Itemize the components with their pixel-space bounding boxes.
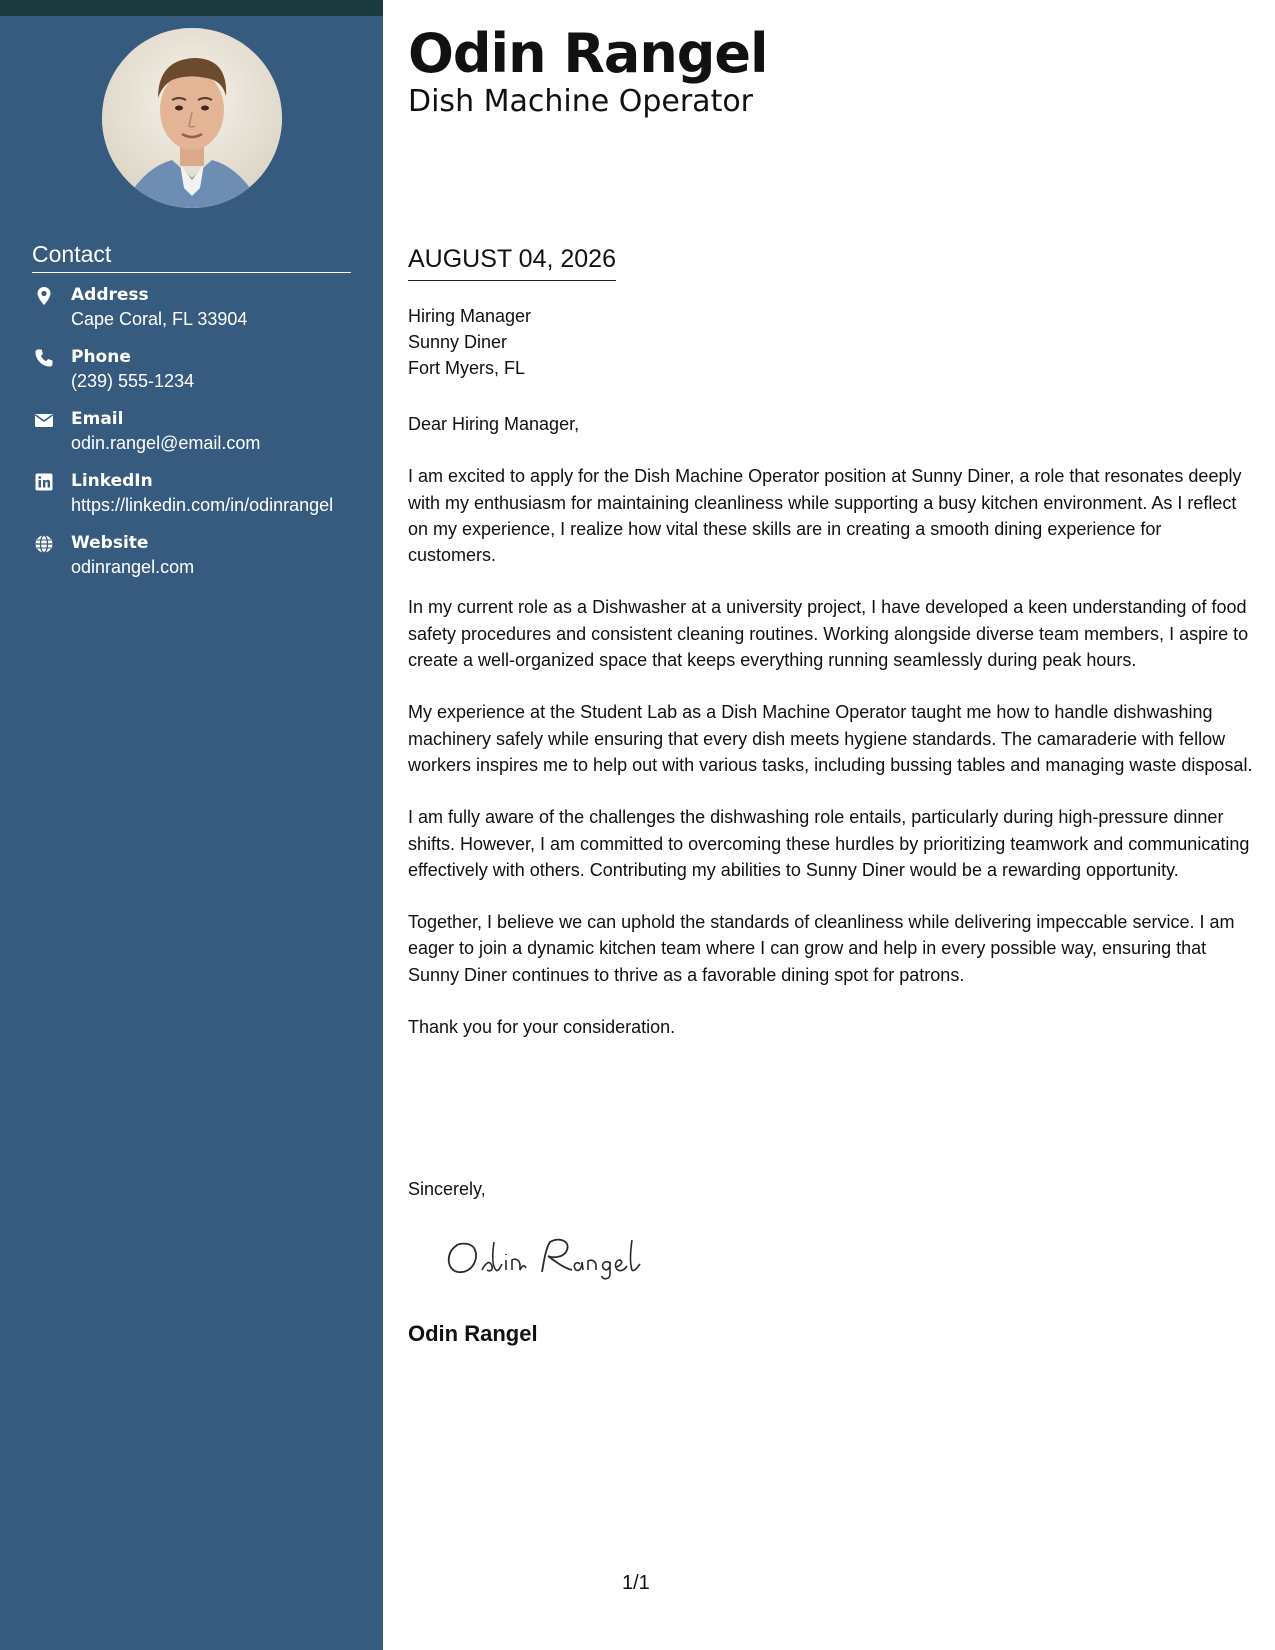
letter-date: AUGUST 04, 2026 bbox=[408, 244, 616, 281]
recipient-line: Hiring Manager bbox=[408, 306, 532, 326]
contact-list bbox=[32, 283, 352, 593]
contact-item-address bbox=[32, 283, 352, 331]
envelope-icon bbox=[34, 410, 54, 430]
email-value[interactable]: odin.rangel@email.com bbox=[71, 433, 261, 453]
applicant-name: Odin Rangel bbox=[408, 22, 768, 85]
body-paragraph: In my current role as a Dishwasher at a university project, I have developed a keen understanding of food safety procedures and consistent cleaning routines. Working alongside diverse team members, I aspire to create a well-organized space that keeps everything running seamlessly during peak hours. bbox=[408, 597, 1249, 671]
phone-icon bbox=[34, 348, 54, 368]
contact-item-email bbox=[32, 407, 352, 455]
map-pin-icon bbox=[34, 286, 54, 306]
sidebar-top-bar bbox=[0, 0, 383, 16]
contact-label: LinkedIn bbox=[71, 471, 153, 491]
letter-body bbox=[408, 411, 1253, 1066]
body-paragraph: Together, I believe we can uphold the standards of cleanliness while delivering impeccable service. I am eager to join a dynamic kitchen team where I can grow and help in every possible way, ensuring that Sunny Diner continues to thrive as a favorable dining spot for patrons. bbox=[408, 912, 1235, 985]
signature-name: Odin Rangel bbox=[408, 1321, 538, 1346]
avatar bbox=[102, 28, 282, 208]
globe-icon bbox=[34, 534, 54, 554]
address-value: Cape Coral, FL 33904 bbox=[71, 309, 248, 329]
page-number: 1/1 bbox=[622, 1572, 650, 1594]
contact-label: Address bbox=[71, 285, 149, 305]
body-paragraph: I am excited to apply for the Dish Machine Operator position at Sunny Diner, a role that resonates deeply with my enthusiasm for maintaining cleanliness while supporting a busy kitchen environment. As I reflect on my experience, I realize how vital these skills are in creating a smooth dining experience for customers. bbox=[408, 466, 1242, 566]
job-title: Dish Machine Operator bbox=[408, 84, 754, 119]
recipient-block bbox=[408, 303, 531, 381]
avatar-portrait bbox=[102, 28, 282, 208]
contact-item-linkedin bbox=[32, 469, 352, 517]
contact-item-website bbox=[32, 531, 352, 579]
signature-image bbox=[442, 1232, 652, 1282]
phone-value: (239) 555-1234 bbox=[71, 371, 195, 391]
body-paragraph: My experience at the Student Lab as a Dish Machine Operator taught me how to handle dishwashing machinery safely while ensuring that every dish meets hygiene standards. The camaraderie with fellow workers inspires me to help out with various tasks, including bussing tables and managing waste disposal. bbox=[408, 702, 1253, 775]
closing: Sincerely, bbox=[408, 1179, 486, 1199]
contact-item-phone bbox=[32, 345, 352, 393]
contact-label: Website bbox=[71, 533, 149, 553]
sidebar bbox=[0, 0, 383, 1650]
salutation: Dear Hiring Manager, bbox=[408, 414, 580, 434]
contact-label: Phone bbox=[71, 347, 131, 367]
recipient-line: Sunny Diner bbox=[408, 332, 508, 352]
thank-you-line: Thank you for your consideration. bbox=[408, 1017, 676, 1038]
linkedin-value[interactable]: https://linkedin.com/in/odinrangel bbox=[71, 495, 334, 515]
contact-heading: Contact bbox=[32, 240, 351, 273]
linkedin-icon bbox=[34, 472, 54, 492]
recipient-line: Fort Myers, FL bbox=[408, 358, 526, 378]
contact-label: Email bbox=[71, 409, 124, 429]
website-value[interactable]: odinrangel.com bbox=[71, 557, 195, 577]
body-paragraph: I am fully aware of the challenges the dishwashing role entails, particularly during high-pressure dinner shifts. However, I am committed to overcoming these hurdles by prioritizing teamwork and communicating effectively with others. Contributing my abilities to Sunny Diner would be a rewarding opportunity. bbox=[408, 807, 1250, 880]
